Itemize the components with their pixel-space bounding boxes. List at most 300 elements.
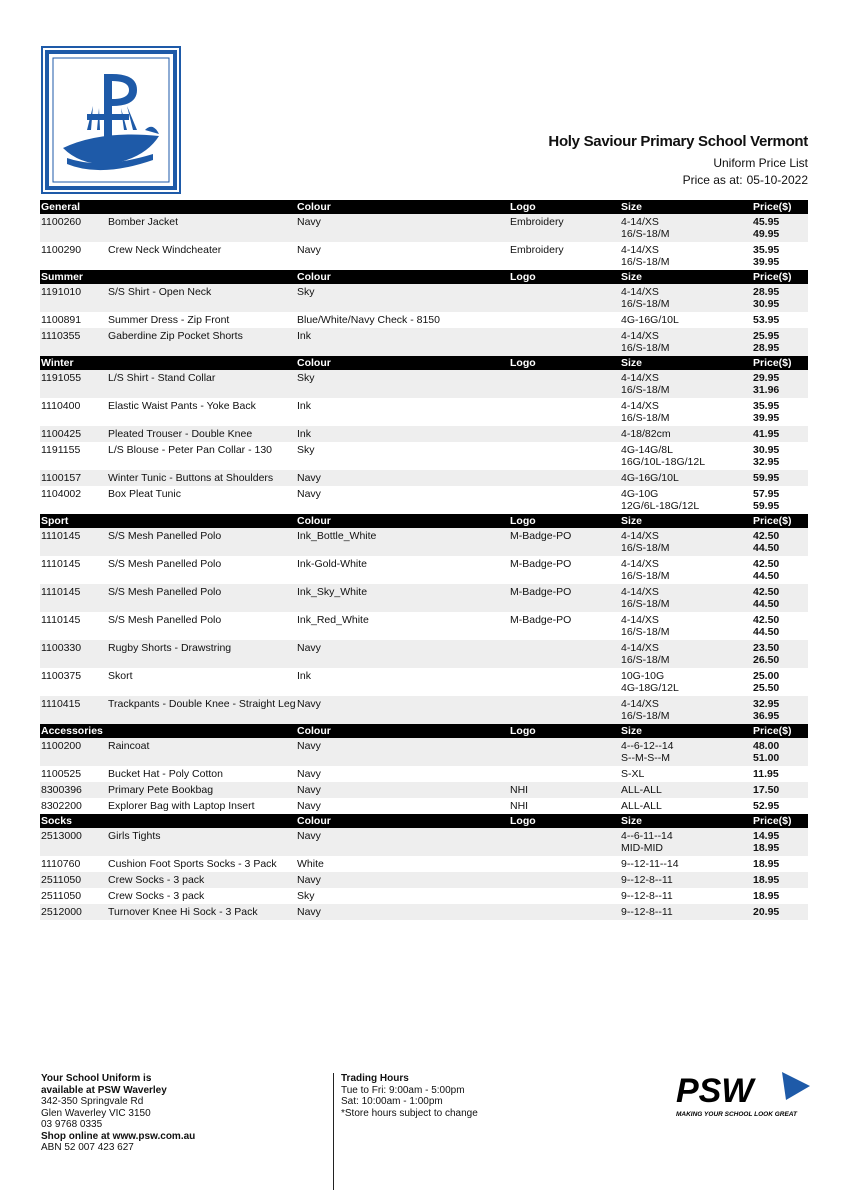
- item-prices: [752, 668, 808, 696]
- price-date: [679, 173, 808, 187]
- item-logo: [509, 872, 620, 888]
- item-prices: [752, 872, 808, 888]
- item-description: L/S Blouse - Peter Pan Collar - 130: [108, 444, 273, 456]
- price-value: 59.95: [753, 500, 780, 512]
- item-sizes: [620, 782, 752, 798]
- item-description: Turnover Knee Hi Sock - 3 Pack: [107, 904, 296, 920]
- item-colour: Sky: [297, 890, 315, 902]
- item-sizes: [620, 888, 752, 904]
- price-value: 39.95: [753, 412, 780, 424]
- item-logo: [509, 486, 620, 514]
- size-value: 4G-16G/10L: [621, 314, 679, 326]
- item-code: 1110415: [40, 696, 107, 724]
- price-value: 11.95: [753, 768, 779, 780]
- column-colour: Colour: [296, 356, 509, 370]
- size-value: 16/S-18/M: [621, 298, 670, 310]
- size-value: 4-18/82cm: [621, 428, 671, 440]
- section-spacer: [107, 724, 296, 738]
- item-code: 1100157: [40, 470, 107, 486]
- item-sizes: [620, 556, 752, 584]
- table-row: [40, 888, 808, 904]
- item-description: Skort: [108, 670, 133, 682]
- table-row: [40, 904, 808, 920]
- item-prices: [752, 426, 808, 442]
- item-description: Bomber Jacket: [107, 214, 296, 242]
- size-value: 16/S-18/M: [621, 654, 670, 666]
- item-description: Crew Socks - 3 pack: [108, 890, 205, 902]
- section-spacer: [107, 200, 296, 214]
- item-sizes: [620, 798, 752, 814]
- item-logo: [509, 312, 620, 328]
- item-prices: [752, 370, 808, 398]
- price-value: 44.50: [753, 598, 780, 610]
- item-description: S/S Shirt - Open Neck: [107, 284, 296, 312]
- item-prices: [752, 284, 808, 312]
- column-colour: Colour: [296, 814, 509, 828]
- item-description: Trackpants - Double Knee - Straight Leg: [107, 696, 296, 724]
- size-value: 4-14/XS: [621, 244, 659, 256]
- column-logo: Logo: [509, 356, 620, 370]
- item-logo: [509, 856, 620, 872]
- item-colour: Sky: [297, 444, 315, 456]
- section-header-accessories: [40, 724, 808, 738]
- item-logo: Embroidery: [509, 214, 620, 242]
- item-description: Explorer Bag with Laptop Insert: [108, 800, 255, 812]
- item-colour: Navy: [296, 828, 509, 856]
- price-value: 35.95: [753, 244, 780, 256]
- size-value: 4-14/XS: [621, 400, 659, 412]
- item-code: 1100425: [40, 426, 107, 442]
- section-name: Sport: [40, 514, 107, 528]
- item-logo: [509, 640, 620, 668]
- item-prices: [752, 242, 808, 270]
- section-name: Winter: [40, 356, 107, 370]
- item-code: 1110145: [40, 528, 107, 556]
- column-logo: Logo: [509, 514, 620, 528]
- size-value: 16/S-18/M: [621, 542, 670, 554]
- price-value: 20.95: [753, 906, 780, 918]
- item-prices: [752, 442, 808, 470]
- table-row: [40, 798, 808, 814]
- item-description: Raincoat: [107, 738, 296, 766]
- table-row: [40, 528, 808, 556]
- item-sizes: [620, 738, 752, 766]
- column-size: Size: [620, 724, 752, 738]
- footer-divider: [333, 1073, 334, 1190]
- price-value: 32.95: [753, 698, 780, 710]
- price-value: 49.95: [753, 228, 780, 240]
- size-value: 4G-14G/8L: [621, 444, 673, 456]
- section-header-general: [40, 200, 808, 214]
- item-description: S/S Mesh Panelled Polo: [107, 528, 296, 556]
- size-value: 4G-16G/10L: [621, 472, 679, 484]
- item-prices: [752, 828, 808, 856]
- column-logo: Logo: [509, 724, 620, 738]
- trading-hours-note: *Store hours subject to change: [341, 1107, 478, 1119]
- price-value: 18.95: [753, 874, 780, 886]
- price-value: 39.95: [753, 256, 780, 268]
- document-subtitle: Uniform Price List: [713, 156, 808, 170]
- item-colour: Sky: [296, 284, 509, 312]
- item-prices: [752, 214, 808, 242]
- price-value: 30.95: [753, 298, 780, 310]
- item-colour: Navy: [296, 904, 509, 920]
- item-code: 1110145: [41, 614, 81, 626]
- section-header-sport: [40, 514, 808, 528]
- item-prices: [752, 470, 808, 486]
- item-description: L/S Shirt - Stand Collar: [107, 370, 296, 398]
- item-description: Crew Neck Windcheater: [108, 244, 222, 256]
- item-code: 1100200: [40, 738, 107, 766]
- size-value: 16/S-18/M: [621, 342, 670, 354]
- store-address-2: Glen Waverley VIC 3150: [41, 1107, 151, 1119]
- table-row: [40, 612, 808, 640]
- size-value: S--M-S--M: [621, 752, 670, 764]
- column-colour: Colour: [296, 270, 509, 284]
- item-sizes: [620, 426, 752, 442]
- item-prices: [752, 312, 808, 328]
- item-logo: [509, 828, 620, 856]
- size-value: 10G-10G: [621, 670, 665, 682]
- size-value: 4--6-11--14: [621, 830, 673, 842]
- price-table: [40, 200, 808, 920]
- column-logo: Logo: [509, 270, 620, 284]
- price-value: 42.50: [753, 614, 780, 626]
- size-value: 4-14/XS: [621, 614, 659, 626]
- table-row: [40, 766, 808, 782]
- price-value: 25.50: [753, 682, 780, 694]
- item-sizes: [620, 872, 752, 888]
- item-description: S/S Mesh Panelled Polo: [108, 558, 222, 570]
- item-prices: [752, 888, 808, 904]
- size-value: 16/S-18/M: [621, 384, 670, 396]
- size-value: 4-14/XS: [621, 216, 659, 228]
- column-colour: Colour: [296, 200, 509, 214]
- item-sizes: [620, 696, 752, 724]
- item-logo: [509, 426, 620, 442]
- item-sizes: [620, 528, 752, 556]
- size-value: 9--12-11--14: [621, 858, 679, 870]
- price-value: 18.95: [753, 890, 780, 902]
- column-size: Size: [620, 514, 752, 528]
- item-colour: Navy: [297, 768, 321, 780]
- item-colour: Ink: [297, 670, 312, 682]
- price-value: 32.95: [753, 456, 780, 468]
- price-value: 35.95: [753, 400, 780, 412]
- price-value: 18.95: [753, 842, 780, 854]
- size-value: 4-14/XS: [621, 286, 659, 298]
- item-logo: NHI: [510, 800, 529, 812]
- price-value: 30.95: [753, 444, 780, 456]
- item-code: 2511050: [40, 872, 107, 888]
- column-colour: Colour: [296, 724, 509, 738]
- item-logo: M-Badge-PO: [509, 584, 620, 612]
- size-value: 4-14/XS: [621, 698, 659, 710]
- item-logo: [509, 766, 620, 782]
- size-value: S-XL: [621, 768, 645, 780]
- price-value: 28.95: [753, 342, 780, 354]
- table-row: [40, 442, 808, 470]
- item-colour: Sky: [296, 370, 509, 398]
- size-value: 16/S-18/M: [621, 412, 670, 424]
- column-logo: Logo: [509, 814, 620, 828]
- item-code: 1100290: [41, 244, 82, 256]
- size-value: ALL-ALL: [621, 800, 662, 812]
- size-value: 4G-18G/12L: [621, 682, 679, 694]
- item-logo: M-Badge-PO: [510, 558, 572, 570]
- item-logo: NHI: [509, 782, 620, 798]
- item-code: 2513000: [40, 828, 107, 856]
- item-description: S/S Mesh Panelled Polo: [108, 614, 222, 626]
- item-prices: [752, 486, 808, 514]
- column-price: Price($): [752, 724, 808, 738]
- price-value: 14.95: [753, 830, 780, 842]
- item-code: 8300396: [40, 782, 107, 798]
- item-logo: [509, 398, 620, 426]
- item-description: Rugby Shorts - Drawstring: [107, 640, 296, 668]
- table-row: [40, 398, 808, 426]
- item-colour: Navy: [297, 488, 321, 500]
- size-value: 9--12-8--11: [621, 874, 673, 886]
- item-code: 1100375: [41, 670, 82, 682]
- size-value: 4-14/XS: [621, 372, 659, 384]
- item-code: 1100891: [41, 314, 82, 326]
- table-row: [40, 738, 808, 766]
- section-spacer: [107, 356, 296, 370]
- item-sizes: [620, 828, 752, 856]
- price-value: 45.95: [753, 216, 780, 228]
- item-prices: [752, 328, 808, 356]
- item-prices: [752, 528, 808, 556]
- store-address-1: 342-350 Springvale Rd: [41, 1096, 144, 1107]
- item-prices: [752, 904, 808, 920]
- table-row: [40, 668, 808, 696]
- item-logo: [509, 904, 620, 920]
- item-sizes: [620, 398, 752, 426]
- item-code: 1100525: [41, 768, 82, 780]
- item-sizes: [620, 856, 752, 872]
- column-colour: Colour: [296, 514, 509, 528]
- item-colour: Ink_Bottle_White: [296, 528, 509, 556]
- item-description: S/S Mesh Panelled Polo: [107, 584, 296, 612]
- price-value: 17.50: [753, 784, 780, 796]
- item-colour: Navy: [296, 738, 509, 766]
- trading-hours-weekday: Tue to Fri: 9:00am - 5:00pm: [341, 1084, 465, 1096]
- column-price: Price($): [752, 514, 808, 528]
- table-row: [40, 782, 808, 798]
- item-prices: [752, 856, 808, 872]
- store-abn: ABN 52 007 423 627: [41, 1142, 134, 1153]
- price-date-value: 05-10-2022: [746, 173, 808, 187]
- item-code: 2511050: [41, 890, 82, 902]
- size-value: MID-MID: [621, 842, 663, 854]
- table-row: [40, 696, 808, 724]
- size-value: 4G-10G: [621, 488, 659, 500]
- price-value: 44.50: [753, 542, 780, 554]
- item-code: 2512000: [40, 904, 107, 920]
- size-value: 16/S-18/M: [621, 710, 670, 722]
- item-logo: [509, 328, 620, 356]
- store-phone: 03 9768 0335: [41, 1119, 103, 1130]
- item-description: Pleated Trouser - Double Knee: [107, 426, 296, 442]
- item-colour: White: [297, 858, 324, 870]
- item-code: 8302200: [41, 800, 82, 812]
- size-value: 12G/6L-18G/12L: [621, 500, 700, 512]
- item-prices: [752, 798, 808, 814]
- item-logo: [509, 284, 620, 312]
- item-description: Bucket Hat - Poly Cotton: [108, 768, 223, 780]
- item-colour: Ink_Red_White: [297, 614, 369, 626]
- item-sizes: [620, 584, 752, 612]
- item-logo: [509, 470, 620, 486]
- price-value: 53.95: [753, 314, 780, 326]
- psw-tagline: MAKING YOUR SCHOOL LOOK GREAT: [676, 1111, 797, 1118]
- column-size: Size: [620, 814, 752, 828]
- table-row: [40, 284, 808, 312]
- table-row: [40, 242, 808, 270]
- item-sizes: [620, 766, 752, 782]
- item-sizes: [620, 442, 752, 470]
- item-logo: M-Badge-PO: [510, 614, 572, 626]
- item-colour: Navy: [296, 696, 509, 724]
- price-value: 29.95: [753, 372, 780, 384]
- table-row: [40, 470, 808, 486]
- price-value: 42.50: [753, 558, 780, 570]
- size-value: 9--12-8--11: [621, 906, 673, 918]
- item-sizes: [620, 328, 752, 356]
- item-logo: [509, 738, 620, 766]
- price-value: 48.00: [753, 740, 780, 752]
- size-value: 16/S-18/M: [621, 228, 670, 240]
- item-colour: Ink: [297, 400, 312, 412]
- item-code: 1110760: [41, 858, 81, 870]
- section-name: Accessories: [40, 724, 107, 738]
- item-code: 1110145: [41, 558, 81, 570]
- table-row: [40, 872, 808, 888]
- item-prices: [752, 738, 808, 766]
- price-value: 23.50: [753, 642, 780, 654]
- school-logo: [41, 46, 181, 194]
- store-info-heading-1: Your School Uniform is: [41, 1073, 152, 1084]
- item-sizes: [620, 904, 752, 920]
- item-colour: Navy: [297, 244, 321, 256]
- psw-logo: [674, 1066, 814, 1122]
- trading-hours-title: Trading Hours: [341, 1073, 409, 1084]
- item-colour: Navy: [296, 640, 509, 668]
- column-logo: Logo: [509, 200, 620, 214]
- price-value: 25.00: [753, 670, 780, 682]
- price-value: 26.50: [753, 654, 780, 666]
- size-value: ALL-ALL: [621, 784, 662, 796]
- item-code: 1191055: [40, 370, 107, 398]
- table-row: [40, 312, 808, 328]
- section-spacer: [107, 514, 296, 528]
- item-sizes: [620, 486, 752, 514]
- item-colour: Ink: [296, 328, 509, 356]
- shop-online-text: Shop online at www.psw.com.au: [41, 1130, 196, 1142]
- column-size: Size: [620, 200, 752, 214]
- table-row: [40, 640, 808, 668]
- item-code: 1100330: [40, 640, 107, 668]
- item-sizes: [620, 370, 752, 398]
- size-value: 4-14/XS: [621, 330, 659, 342]
- price-date-label: Price as at:: [682, 173, 743, 187]
- item-description: Primary Pete Bookbag: [107, 782, 296, 798]
- item-logo: [509, 370, 620, 398]
- item-prices: [752, 612, 808, 640]
- item-colour: Navy: [296, 214, 509, 242]
- column-size: Size: [620, 356, 752, 370]
- size-value: 4-14/XS: [621, 586, 659, 598]
- section-header-summer: [40, 270, 808, 284]
- column-size: Size: [620, 270, 752, 284]
- size-value: 16G/10L-18G/12L: [621, 456, 706, 468]
- item-prices: [752, 556, 808, 584]
- table-row: [40, 486, 808, 514]
- item-colour: Navy: [297, 800, 321, 812]
- item-logo: [509, 696, 620, 724]
- school-name: Holy Saviour Primary School Vermont: [548, 133, 808, 150]
- psw-wordmark: PSW: [676, 1072, 754, 1110]
- price-value: 51.00: [753, 752, 780, 764]
- item-sizes: [620, 668, 752, 696]
- size-value: 4-14/XS: [621, 530, 659, 542]
- size-value: 4-14/XS: [621, 642, 659, 654]
- price-value: 31.96: [753, 384, 780, 396]
- item-colour: Navy: [296, 470, 509, 486]
- item-sizes: [620, 284, 752, 312]
- item-code: 1191155: [41, 444, 81, 456]
- table-row: [40, 328, 808, 356]
- table-row: [40, 856, 808, 872]
- item-logo: [509, 888, 620, 904]
- item-code: 1100260: [40, 214, 107, 242]
- item-sizes: [620, 312, 752, 328]
- column-price: Price($): [752, 270, 808, 284]
- price-value: 42.50: [753, 530, 780, 542]
- store-info: [41, 1073, 195, 1154]
- column-price: Price($): [752, 814, 808, 828]
- column-price: Price($): [752, 356, 808, 370]
- item-prices: [752, 398, 808, 426]
- store-info-heading-2: available at PSW Waverley: [41, 1084, 167, 1096]
- item-sizes: [620, 640, 752, 668]
- item-description: Gaberdine Zip Pocket Shorts: [107, 328, 296, 356]
- item-sizes: [620, 612, 752, 640]
- price-value: 52.95: [753, 800, 780, 812]
- price-value: 42.50: [753, 586, 780, 598]
- price-value: 44.50: [753, 626, 780, 638]
- section-name: Socks: [40, 814, 107, 828]
- item-logo: [509, 668, 620, 696]
- item-logo: M-Badge-PO: [509, 528, 620, 556]
- trading-hours: [341, 1073, 478, 1119]
- size-value: 16/S-18/M: [621, 626, 670, 638]
- price-value: 44.50: [753, 570, 780, 582]
- item-code: 1110400: [41, 400, 81, 412]
- item-description: Box Pleat Tunic: [108, 488, 181, 500]
- table-row: [40, 584, 808, 612]
- item-colour: Navy: [296, 872, 509, 888]
- item-prices: [752, 640, 808, 668]
- table-row: [40, 556, 808, 584]
- item-sizes: [620, 242, 752, 270]
- item-colour: Blue/White/Navy Check - 8150: [297, 314, 440, 326]
- item-sizes: [620, 214, 752, 242]
- price-value: 59.95: [753, 472, 780, 484]
- section-name: Summer: [40, 270, 107, 284]
- price-value: 57.95: [753, 488, 780, 500]
